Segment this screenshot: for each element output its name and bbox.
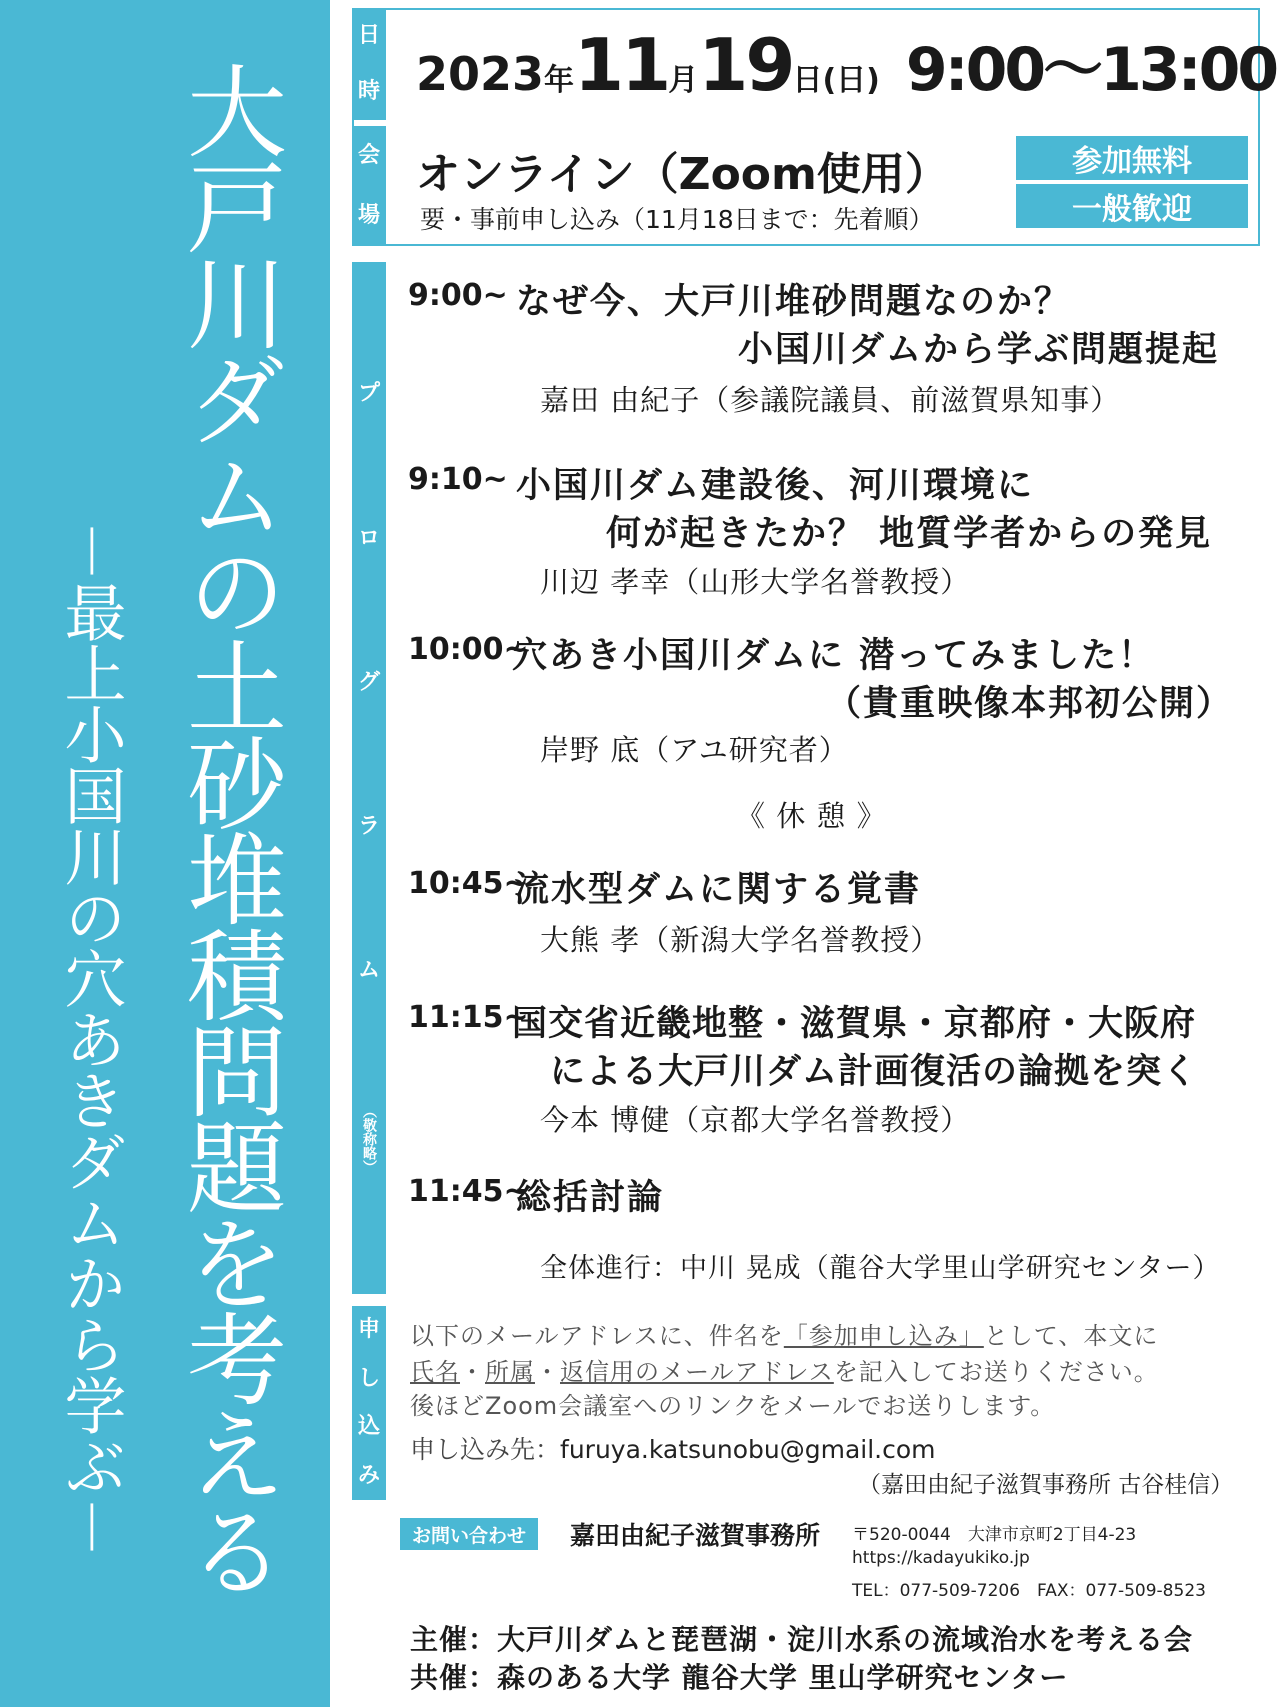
- program-title: なぜ今、大戸川堆砂問題なのか？: [516, 282, 1072, 322]
- program-title-cont: 小国川ダムから学ぶ問題提起: [738, 330, 1220, 370]
- datetime-label: 日 時: [352, 8, 386, 120]
- program-speaker: 大熊 孝（新潟大学名誉教授）: [540, 923, 941, 957]
- break-label: 《 休 憩 》: [736, 799, 887, 833]
- contact-url[interactable]: https://kadayukiko.jp: [852, 1548, 1030, 1568]
- public-welcome-badge: 一般歓迎: [1016, 184, 1248, 228]
- program-time: 11:45~: [408, 1174, 529, 1209]
- program-time: 9:10~: [408, 462, 508, 497]
- contact-phone: TEL：077-509-7206 FAX：077-509-8523: [852, 1581, 1206, 1601]
- application-instructions-3: 後ほどZoom会議室へのリンクをメールでお送りします。: [410, 1392, 1056, 1420]
- program-title-cont: による大戸川ダム計画復活の論拠を突く: [550, 1052, 1199, 1092]
- venue-name: オンライン（Zoom使用）: [416, 149, 949, 200]
- application-contact-name: （嘉田由紀子滋賀事務所 古谷桂信）: [858, 1472, 1234, 1498]
- subtitle: －最上小国川の穴あきダムから学ぶ－: [54, 520, 127, 1557]
- venue-label: 会 場: [352, 126, 386, 246]
- contact-address: 〒520-0044 大津市京町2丁目4-23: [852, 1525, 1137, 1545]
- program-title: 総括討論: [516, 1178, 665, 1218]
- program-title: 流水型ダムに関する覚書: [514, 870, 922, 910]
- program-title: 小国川ダム建設後、河川環境に: [516, 466, 1035, 506]
- application-instructions-2: 氏名・所属・返信用のメールアドレスを記入してお送りください。: [410, 1358, 1159, 1386]
- application-label: 申 し 込 み: [352, 1306, 386, 1500]
- program-time: 10:45~: [408, 866, 529, 901]
- program-speaker: 岸野 底（アユ研究者）: [540, 733, 849, 767]
- co-host-organizer: 共催：森のある大学 龍谷大学 里山学研究センター: [410, 1661, 1069, 1694]
- program-speaker: 嘉田 由紀子（参議院議員、前滋賀県知事）: [540, 383, 1121, 417]
- program-time: 11:15~: [408, 1000, 529, 1035]
- contact-badge: お問い合わせ: [400, 1518, 538, 1550]
- program-speaker: 川辺 孝幸（山形大学名誉教授）: [540, 565, 971, 599]
- program-speaker: 今本 博健（京都大学名誉教授）: [540, 1103, 971, 1137]
- program-title-cont: 何が起きたか？ 地質学者からの発見: [606, 514, 1213, 554]
- program-title: 穴あき小国川ダムに 潜ってみました！: [512, 636, 1156, 676]
- free-admission-badge: 参加無料: [1016, 136, 1248, 180]
- program-time: 9:00~: [408, 278, 508, 313]
- main-title: 大戸川ダムの土砂堆積問題を考える: [170, 60, 287, 1596]
- moderator: 全体進行：中川 晃成（龍谷大学里山学研究センター）: [540, 1253, 1221, 1284]
- program-label: プ ロ グ ラ ム （敬称略）: [352, 262, 386, 1294]
- program-title: 国交省近畿地整・滋賀県・京都府・大阪府: [512, 1004, 1197, 1044]
- program-title-cont: （貴重映像本邦初公開）: [826, 684, 1234, 724]
- application-email[interactable]: furuya.katsunobu@gmail.com: [560, 1435, 936, 1464]
- program-time: 10:00~: [408, 632, 529, 667]
- host-organizer: 主催：大戸川ダムと琵琶湖・淀川水系の流域治水を考える会: [410, 1623, 1194, 1656]
- venue-note: 要・事前申し込み（11月18日まで：先着順）: [420, 205, 934, 234]
- application-instructions-1: 以下のメールアドレスに、件名を「参加申し込み」として、本文に: [410, 1322, 1159, 1350]
- contact-office: 嘉田由紀子滋賀事務所: [570, 1521, 821, 1550]
- event-datetime: 2023 年 11 月 19 日 (日) 9:00～13:00: [416, 23, 1277, 107]
- application-destination: 申し込み先：furuya.katsunobu@gmail.com: [410, 1435, 936, 1464]
